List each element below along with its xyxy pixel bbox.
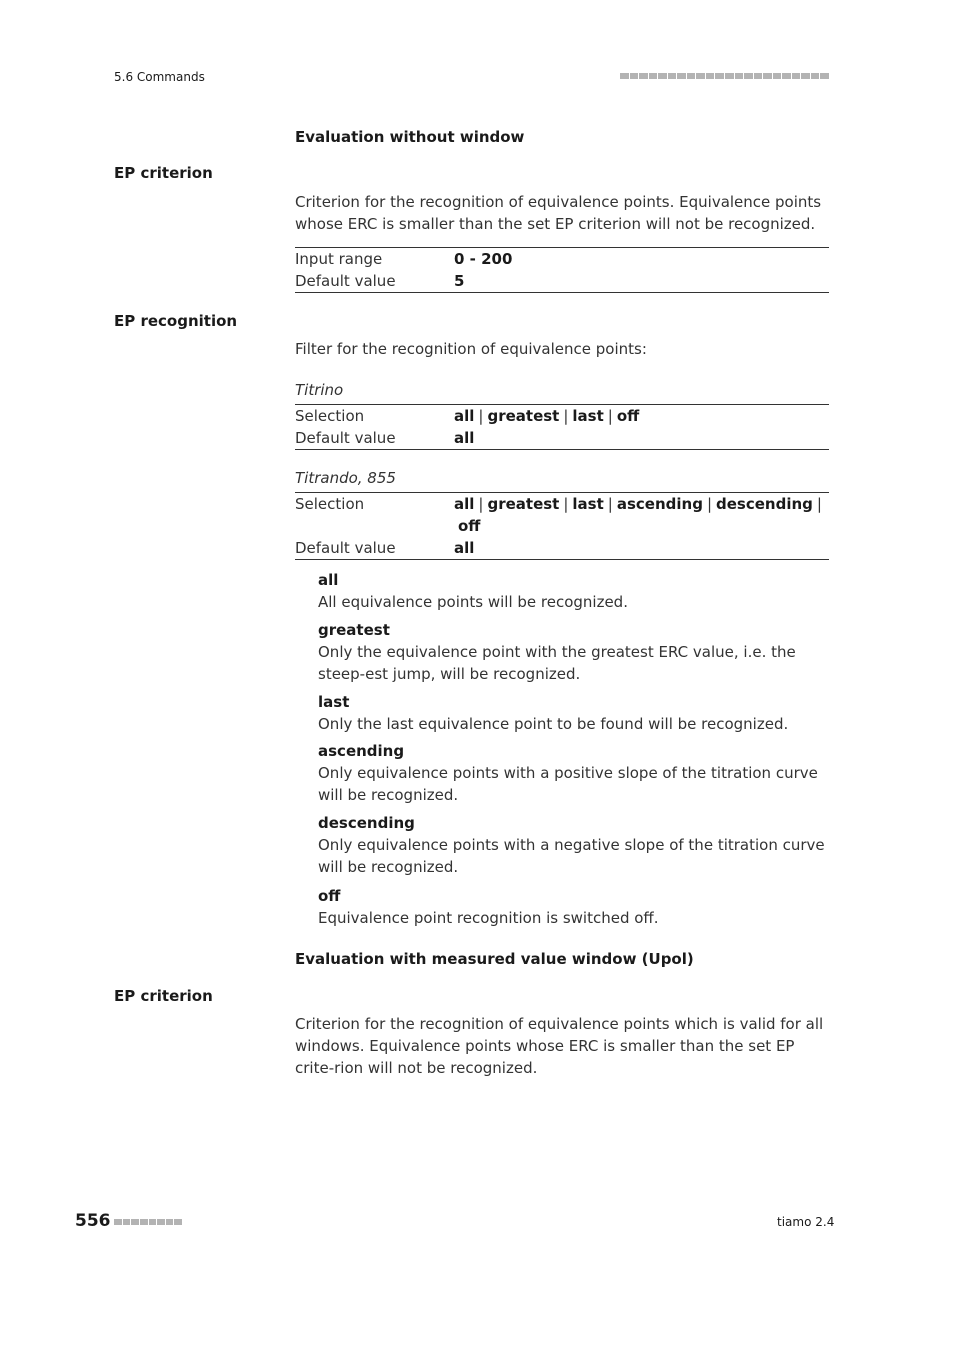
selection-option: greatest	[487, 407, 560, 425]
parameter-title: EP recognition	[114, 312, 238, 330]
parameter-table	[295, 404, 829, 450]
option-entry	[318, 740, 829, 806]
table-label: Default value	[295, 539, 396, 557]
selection-option: descending	[716, 495, 813, 513]
option-description: Only equivalence points with a positive slope of the titration curve will be recognized.	[318, 764, 818, 804]
option-description: Equivalence point recognition is switched off.	[318, 909, 659, 927]
table-caption: Titrando, 855	[295, 469, 396, 487]
running-header-section: 5.6 Commands	[114, 70, 205, 84]
table-value: all	[454, 429, 475, 447]
parameter-title: EP criterion	[114, 164, 213, 182]
option-term: greatest	[318, 621, 390, 639]
option-entry	[318, 812, 829, 878]
footer-decoration	[114, 1219, 182, 1225]
parameter-description: Criterion for the recognition of equivalence points. Equivalence points whose ERC is smaller than the set EP criterion will not be recognized.	[295, 193, 822, 233]
option-description: Only the equivalence point with the greatest ERC value, i.e. the steep-est jump, will be recognized.	[318, 643, 796, 683]
table-label: Selection	[295, 495, 365, 513]
selection-option: all	[454, 407, 475, 425]
table-label: Input range	[295, 250, 383, 268]
table-value: all | greatest | last | off	[454, 407, 640, 425]
parameter-description: Criterion for the recognition of equivalence points which is valid for all windows. Equivalence points whose ERC is smaller than the set EP crite-rion will not be recognized.	[295, 1015, 824, 1077]
option-term: ascending	[318, 742, 405, 760]
table-row	[295, 248, 829, 270]
selection-option: all	[454, 495, 475, 513]
option-entry	[318, 619, 829, 685]
product-name: tiamo 2.4	[777, 1215, 835, 1229]
option-term: descending	[318, 814, 415, 832]
option-entry	[318, 569, 829, 613]
parameter-description: Filter for the recognition of equivalence points:	[295, 340, 647, 358]
table-row	[295, 493, 829, 537]
table-value: all	[454, 539, 475, 557]
table-row	[295, 270, 829, 292]
selection-option: off	[616, 407, 640, 425]
selection-option: greatest	[487, 495, 560, 513]
selection-option: off	[458, 517, 481, 535]
selection-option: last	[572, 407, 604, 425]
option-entry	[318, 885, 829, 929]
option-entry	[318, 691, 829, 735]
option-term: all	[318, 571, 339, 589]
table-row	[295, 537, 829, 559]
table-label: Default value	[295, 429, 396, 447]
page-number: 556	[75, 1211, 111, 1231]
parameter-title: EP criterion	[114, 987, 213, 1005]
selection-option: ascending	[616, 495, 703, 513]
option-term: last	[318, 693, 350, 711]
selection-option: last	[572, 495, 604, 513]
table-label: Default value	[295, 272, 396, 290]
option-description: Only equivalence points with a negative slope of the titration curve will be recognized.	[318, 836, 825, 876]
option-description: All equivalence points will be recognized.	[318, 593, 628, 611]
header-decoration	[620, 73, 829, 79]
table-row	[295, 427, 829, 449]
table-value: all | greatest | last | ascending | descending | off	[454, 495, 822, 535]
section-heading: Evaluation with measured value window (Upol)	[295, 950, 694, 968]
table-value: 0 - 200	[454, 250, 513, 268]
table-label: Selection	[295, 407, 365, 425]
parameter-table	[295, 492, 829, 560]
section-heading: Evaluation without window	[295, 128, 525, 146]
table-row	[295, 405, 829, 427]
table-value: 5	[454, 272, 465, 290]
option-description: Only the last equivalence point to be found will be recognized.	[318, 715, 789, 733]
parameter-table	[295, 247, 829, 293]
table-caption: Titrino	[295, 381, 344, 399]
option-term: off	[318, 887, 341, 905]
